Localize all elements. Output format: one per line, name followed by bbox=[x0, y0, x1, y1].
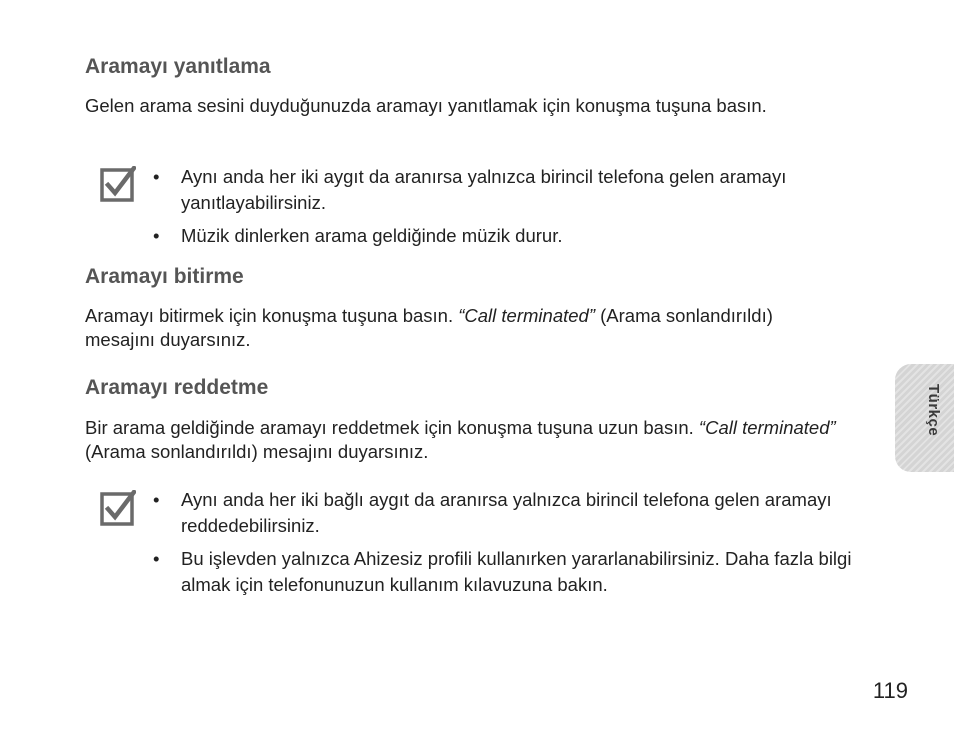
list-item-text: Bu işlevden yalnızca Ahizesiz profili kullanırken yararlanabilirsiniz. Daha fazla bilgi almak için telefonunuzun kullanım kılavuzuna bakın. bbox=[181, 548, 852, 595]
note-list-answer bbox=[153, 164, 873, 256]
section-heading-end: Aramayı bitirme bbox=[85, 265, 244, 288]
note-list-reject bbox=[153, 487, 873, 605]
bullet-icon: • bbox=[153, 225, 160, 246]
section-body-end bbox=[85, 304, 845, 352]
list-item bbox=[153, 223, 873, 249]
body-text: Aramayı bitirmek için konuşma tuşuna basın. bbox=[85, 305, 459, 326]
list-item-text: Müzik dinlerken arama geldiğinde müzik durur. bbox=[181, 225, 563, 246]
list-item-text: Aynı anda her iki aygıt da aranırsa yalnızca birincil telefona gelen aramayı yanıtlayabilirsiniz. bbox=[181, 166, 787, 213]
quoted-message: “Call terminated” bbox=[698, 417, 836, 438]
body-text: Bir arama geldiğinde aramayı reddetmek için konuşma tuşuna uzun basın. bbox=[85, 417, 699, 438]
quoted-message: “Call terminated” bbox=[458, 305, 595, 326]
list-item bbox=[153, 487, 873, 539]
bullet-icon: • bbox=[153, 489, 160, 510]
body-text: (Arama sonlandırıldı) mesajını duyarsınız. bbox=[85, 441, 429, 462]
section-body-answer: Gelen arama sesini duyduğunuzda aramayı yanıtlamak için konuşma tuşuna basın. bbox=[85, 95, 767, 116]
section-body-reject bbox=[85, 416, 845, 464]
checkbox-check-icon bbox=[100, 490, 136, 526]
language-tab bbox=[895, 364, 954, 472]
checkbox-check-icon bbox=[100, 166, 136, 202]
body-text: (Arama sonlandırıldı) mesajını duyarsınız. bbox=[85, 305, 773, 350]
section-heading-answer: Aramayı yanıtlama bbox=[85, 55, 271, 78]
list-item-text: Aynı anda her iki bağlı aygıt da aranırsa yalnızca birincil telefona gelen aramayı reddedebilirsiniz. bbox=[181, 489, 832, 536]
bullet-icon: • bbox=[153, 166, 160, 187]
page-number: 119 bbox=[872, 678, 908, 703]
list-item bbox=[153, 164, 873, 216]
bullet-icon: • bbox=[153, 548, 160, 569]
language-label: Türkçe bbox=[925, 384, 942, 437]
list-item bbox=[153, 546, 873, 598]
section-heading-reject: Aramayı reddetme bbox=[85, 376, 269, 399]
